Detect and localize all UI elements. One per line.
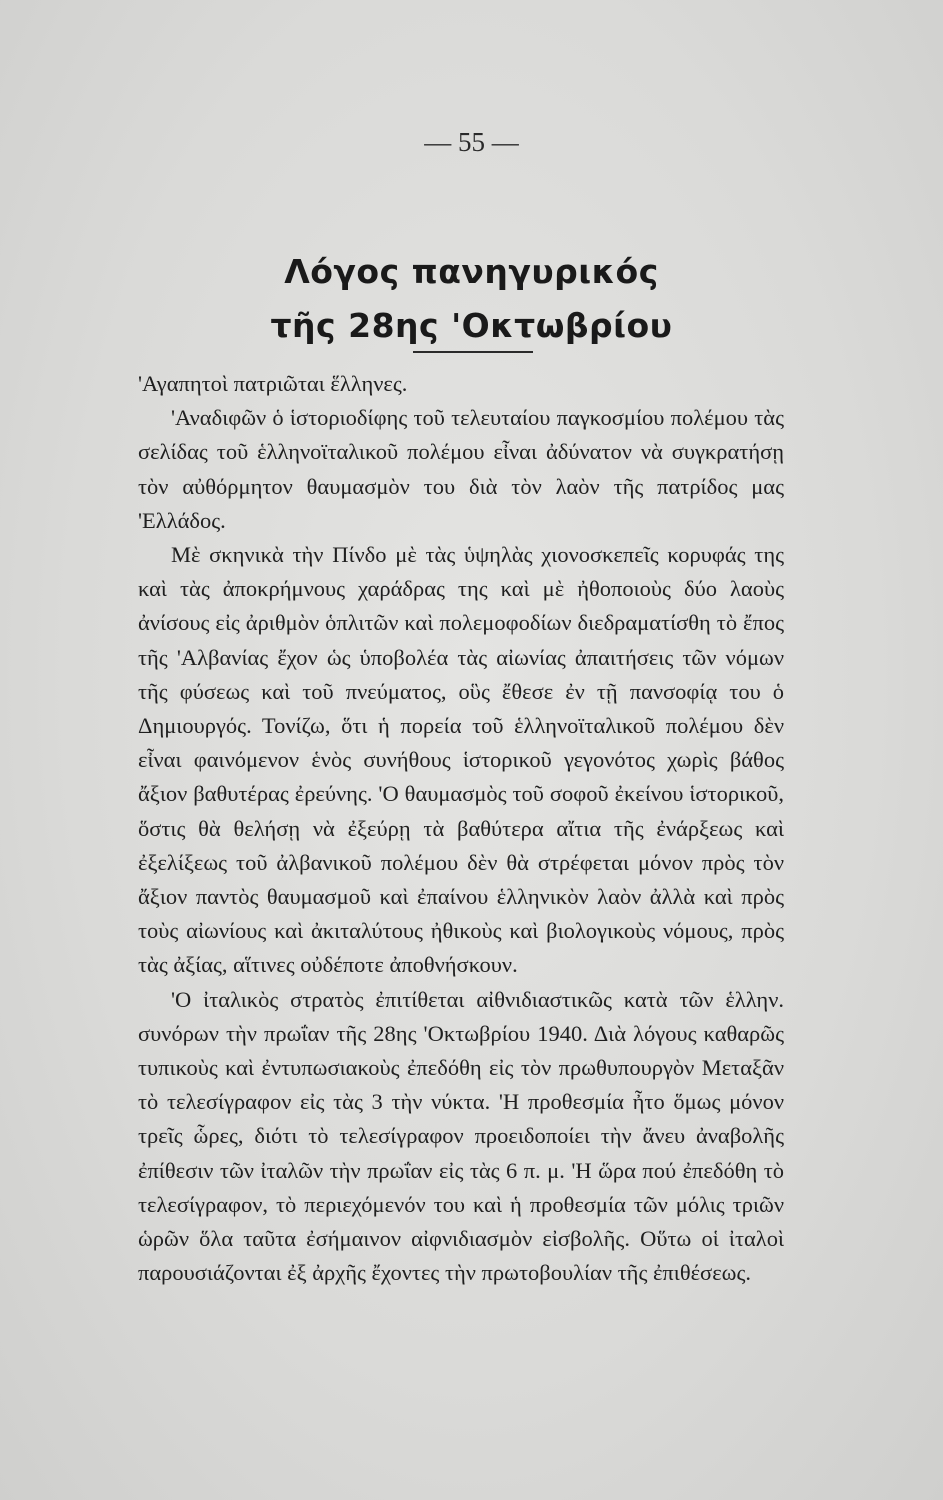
title-line-1: Λόγος πανηγυρικός: [284, 252, 659, 291]
page-number: — 55 —: [424, 127, 519, 157]
title-line-2: τῆς 28ης 'Οκτωβρίου: [270, 306, 673, 345]
paragraph-2: Μὲ σκηνικὰ τὴν Πίνδο μὲ τὰς ὑψηλὰς χιονοσκεπεῖς κορυφάς της καὶ τὰς ἀποκρήμνους χαράδρας της καὶ μὲ ἠθοποιοὺς δύο λαοὺς ἀνίσους εἰς ἀριθμὸν ὁπλιτῶν καὶ πολεμοφοδίων διεδραματίσθη τὸ ἔπος τῆς 'Αλβανίας ἔχον ὡς ὑποβολέα τὰς αἰωνίας ἀπαιτήσεις τῶν νόμων τῆς φύσεως καὶ τοῦ πνεύματος, οὓς ἔθεσε ἐν τῇ πανσοφίᾳ του ὁ Δημιουργός. Τονίζω, ὅτι ἡ πορεία τοῦ ἑλληνοϊταλικοῦ πολέμου δὲν εἶναι φαινόμενον ἑνὸς συνήθους ἱστορικοῦ γεγονότος χωρὶς βάθος ἄξιον βαθυτέρας ἐρεύνης. 'Ο θαυμασμὸς τοῦ σοφοῦ ἐκείνου ἱστορικοῦ, ὅστις θὰ θελήσῃ νὰ ἐξεύρῃ τὰ βαθύτερα αἴτια τῆς ἐνάρξεως καὶ ἐξελίξεως τοῦ ἀλβανικοῦ πολέμου δὲν θὰ στρέφεται μόνον πρὸς τὸν ἄξιον παντὸς θαυμασμοῦ καὶ ἐπαίνου ἑλληνικὸν λαὸν ἀλλὰ καὶ πρὸς τοὺς αἰωνίους καὶ ἀκιταλύτους ἠθικοὺς καὶ βιολογικοὺς νόμους, πρὸς τὰς ἀξίας, αἵτινες οὐδέποτε ἀποθνήσκουν.: [138, 542, 784, 978]
body-text: [138, 367, 784, 1290]
title-underline: [413, 351, 533, 353]
paragraph-1: 'Αναδιφῶν ὁ ἱστοριοδίφης τοῦ τελευταίου παγκοσμίου πολέμου τὰς σελίδας τοῦ ἑλληνοϊταλικοῦ πολέμου εἶναι ἀδύνατον νὰ συγκρατήσῃ τὸν αὐθόρμητον θαυμασμὸν του διὰ τὸν λαὸν τῆς πατρίδος μας 'Ελλάδος.: [138, 405, 784, 533]
paragraph-3: 'Ο ἰταλικὸς στρατὸς ἐπιτίθεται αἰθνιδιαστικῶς κατὰ τῶν ἑλλην. συνόρων τὴν πρωΐαν τῆς 28ης 'Οκτωβρίου 1940. Διὰ λόγους καθαρῶς τυπικοὺς καὶ ἐντυπωσιακοὺς ἐπεδόθη εἰς τὸν πρωθυπουργὸν Μεταξᾶν τὸ τελεσίγραφον εἰς τὰς 3 τὴν νύκτα. 'Η προθεσμία ἦτο ὅμως μόνον τρεῖς ὧρες, διότι τὸ τελεσίγραφον προειδοποίει τὴν ἄνευ ἀναβολῆς ἐπίθεσιν τῶν ἰταλῶν τὴν πρωΐαν εἰς τὰς 6 π. μ. 'Η ὥρα πού ἐπεδόθη τὸ τελεσίγραφον, τὸ περιεχόμενόν του καὶ ἡ προθεσμία τῶν μόλις τριῶν ὡρῶν ὅλα ταῦτα ἐσήμαινον αἰφνιδιασμὸν εἰσβολῆς. Οὕτω οἱ ἰταλοὶ παρουσιάζονται ἐξ ἀρχῆς ἔχοντες τὴν πρωτοβουλίαν τῆς ἐπιθέσεως.: [138, 986, 784, 1286]
greeting: 'Αγαπητοὶ πατριῶται ἕλληνες.: [138, 371, 408, 396]
